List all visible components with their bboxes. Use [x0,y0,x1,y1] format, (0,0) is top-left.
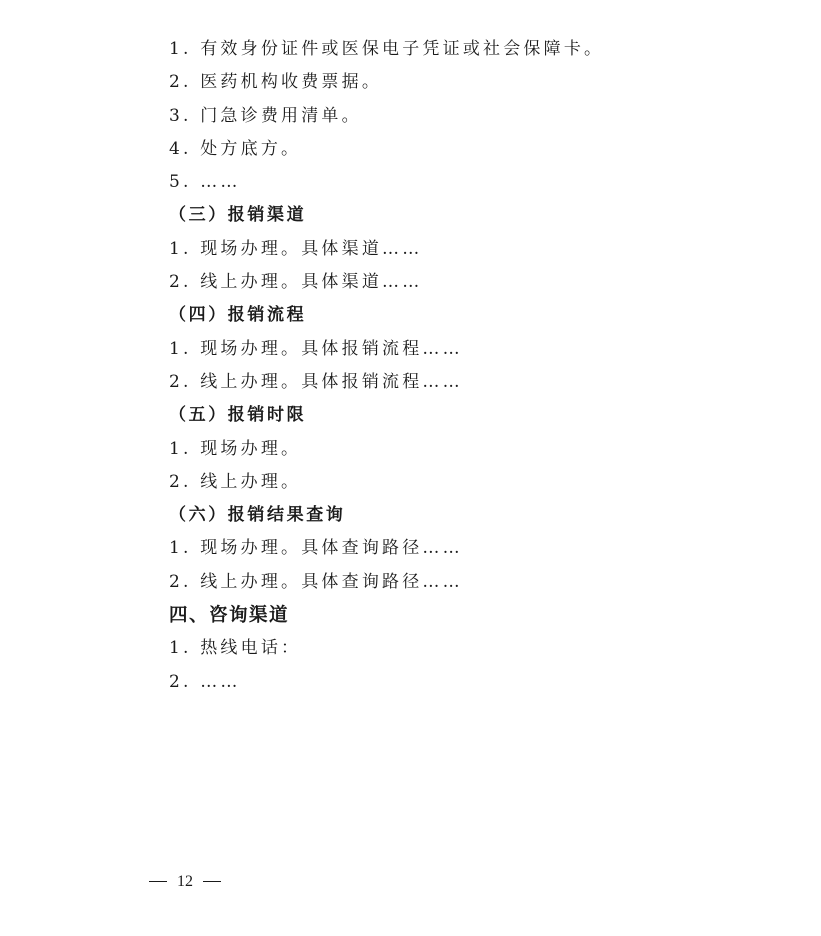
list-item-hotline: 1. 热线电话： [169,638,302,659]
subheading-reimbursement-channels: （三）报销渠道 [169,205,307,226]
list-item-prescription: 4. 处方底方。 [169,138,302,159]
subheading-reimbursement-time-limit: （五）报销时限 [169,405,307,426]
list-item-onsite-inquiry: 1. 现场办理。具体查询路径…… [169,538,463,559]
list-item-more-channels: 2. …… [169,671,241,692]
page-footer [149,868,221,895]
list-item-online-time-limit: 2. 线上办理。 [169,471,302,492]
list-item-onsite-process: 1. 现场办理。具体报销流程…… [169,338,463,359]
list-item-expense-list: 3. 门急诊费用清单。 [169,105,362,126]
list-item-online-inquiry: 2. 线上办理。具体查询路径…… [169,571,463,592]
list-item-more: 5. …… [169,172,241,193]
subheading-reimbursement-process: （四）报销流程 [169,305,307,326]
subheading-result-inquiry: （六）报销结果查询 [169,505,346,526]
footer-dash-right [203,881,221,882]
list-item-online-process: 2. 线上办理。具体报销流程…… [169,371,463,392]
list-item-onsite-time-limit: 1. 现场办理。 [169,438,302,459]
footer-dash-left [149,881,167,882]
list-item-receipts: 2. 医药机构收费票据。 [169,72,383,93]
section-heading-consultation-channels: 四、咨询渠道 [169,605,290,627]
list-item-online-channel: 2. 线上办理。具体渠道…… [169,272,423,293]
list-item-onsite-channel: 1. 现场办理。具体渠道…… [169,238,423,259]
list-item-id-documents: 1. 有效身份证件或医保电子凭证或社会保障卡。 [169,39,605,59]
page-number: 12 [177,873,193,890]
document-body [169,33,769,699]
